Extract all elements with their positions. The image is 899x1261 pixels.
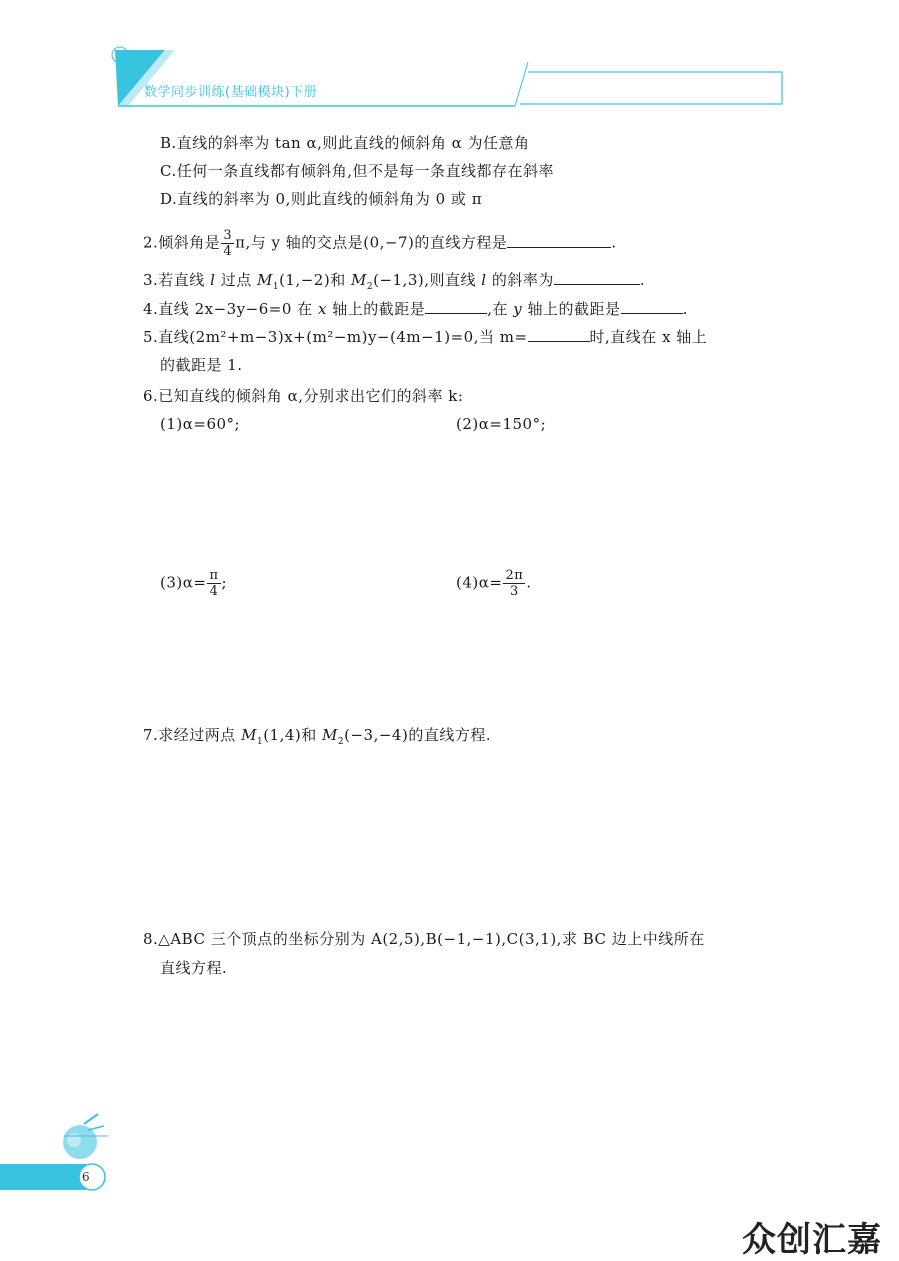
q7-sub1: 1 xyxy=(256,737,264,747)
q2-fraction xyxy=(221,228,234,259)
question-8-line-2: 直线方程. xyxy=(160,959,228,977)
q3-answer-blank[interactable] xyxy=(554,270,640,285)
q4-text-c: ,在 xyxy=(487,300,508,318)
q6-p3-num: π xyxy=(209,568,219,583)
q3-var-m2: M xyxy=(351,271,367,289)
question-2 xyxy=(143,228,617,259)
q4-text-a: 4.直线 2x−3y−6=0 在 xyxy=(143,300,313,318)
q6-p3-suffix: ; xyxy=(221,573,228,592)
q3-sub1: 1 xyxy=(272,282,280,292)
q5-after: 时,直线在 x 轴上 xyxy=(589,328,708,346)
q6-p3-prefix: (3)α= xyxy=(160,573,207,592)
q6-p3-den: 4 xyxy=(209,584,219,599)
q3-sub2: 2 xyxy=(366,282,374,292)
q6-p4-prefix: (4)α= xyxy=(456,573,503,592)
q4-y-intercept-blank[interactable] xyxy=(621,299,683,314)
q4-text-d: 轴上的截距是 xyxy=(527,300,621,318)
q3-text-e: 的斜率为 xyxy=(491,271,554,289)
question-5-line-1 xyxy=(143,327,707,347)
q4-var-x: x xyxy=(317,300,327,318)
option-d: D.直线的斜率为 0,则此直线的倾斜角为 0 或 π xyxy=(160,190,483,208)
question-4 xyxy=(143,299,688,319)
q6-part-3 xyxy=(160,568,227,599)
q4-text-b: 轴上的截距是 xyxy=(332,300,426,318)
question-6-stem: 6.已知直线的倾斜角 α,分别求出它们的斜率 k: xyxy=(143,387,464,405)
q6-p4-den: 3 xyxy=(509,584,519,599)
q2-frac-num: 3 xyxy=(223,228,233,243)
q2-end: . xyxy=(611,233,617,252)
question-3 xyxy=(143,270,645,297)
question-7 xyxy=(143,725,491,752)
q6-part-2: (2)α=150°; xyxy=(456,415,547,433)
watermark-logo: 众创汇嘉 xyxy=(742,1220,882,1260)
q3-text-a: 3.若直线 xyxy=(143,271,205,289)
q4-end: . xyxy=(682,300,688,318)
q3-var-m1: M xyxy=(256,271,273,289)
q7-var-m2: M xyxy=(322,726,338,744)
header-decoration xyxy=(0,0,899,120)
q2-frac-den: 4 xyxy=(223,244,233,259)
q2-suffix: π,与 y 轴的交点是(0,−7)的直线方程是 xyxy=(235,233,508,252)
q6-p3-fraction xyxy=(207,568,220,599)
q7-var-m1: M xyxy=(241,726,257,744)
question-5-line-2: 的截距是 1. xyxy=(160,356,243,374)
q5-text: 5.直线(2m²+m−3)x+(m²−m)y−(4m−1)=0,当 m= xyxy=(143,328,528,346)
header-title: 数学同步训练(基础模块)下册 xyxy=(144,85,318,100)
page-number: 6 xyxy=(82,1170,90,1184)
q7-sub2: 2 xyxy=(337,737,345,747)
q3-var-l: l xyxy=(210,271,216,289)
q6-p4-suffix: . xyxy=(526,573,532,592)
q5-answer-blank[interactable] xyxy=(528,327,590,342)
q3-text-b: 过点 xyxy=(220,271,252,289)
q2-prefix: 2.倾斜角是 xyxy=(143,233,221,252)
q3-text-d: (−1,3),则直线 xyxy=(373,271,476,289)
q3-var-l2: l xyxy=(481,271,487,289)
q6-part-1: (1)α=60°; xyxy=(160,415,241,433)
q2-answer-blank[interactable] xyxy=(507,233,611,248)
q6-p4-num: 2π xyxy=(505,568,524,583)
q7-text-c: (−3,−4)的直线方程. xyxy=(344,726,492,744)
q3-end: . xyxy=(639,271,646,289)
option-b: B.直线的斜率为 tan α,则此直线的倾斜角 α 为任意角 xyxy=(160,134,530,152)
q3-text-c: (1,−2)和 xyxy=(279,271,346,289)
q7-text-b: (1,4)和 xyxy=(263,726,317,744)
q6-part-4 xyxy=(456,568,532,599)
q4-var-y: y xyxy=(513,300,523,318)
q4-x-intercept-blank[interactable] xyxy=(425,299,487,314)
option-c: C.任何一条直线都有倾斜角,但不是每一条直线都存在斜率 xyxy=(160,162,554,180)
footer-decoration xyxy=(0,1110,130,1195)
q7-text-a: 7.求经过两点 xyxy=(143,726,236,744)
question-8-line-1: 8.△ABC 三个顶点的坐标分别为 A(2,5),B(−1,−1),C(3,1),求 BC 边上中线所在 xyxy=(143,930,705,948)
q6-p4-fraction xyxy=(503,568,525,599)
